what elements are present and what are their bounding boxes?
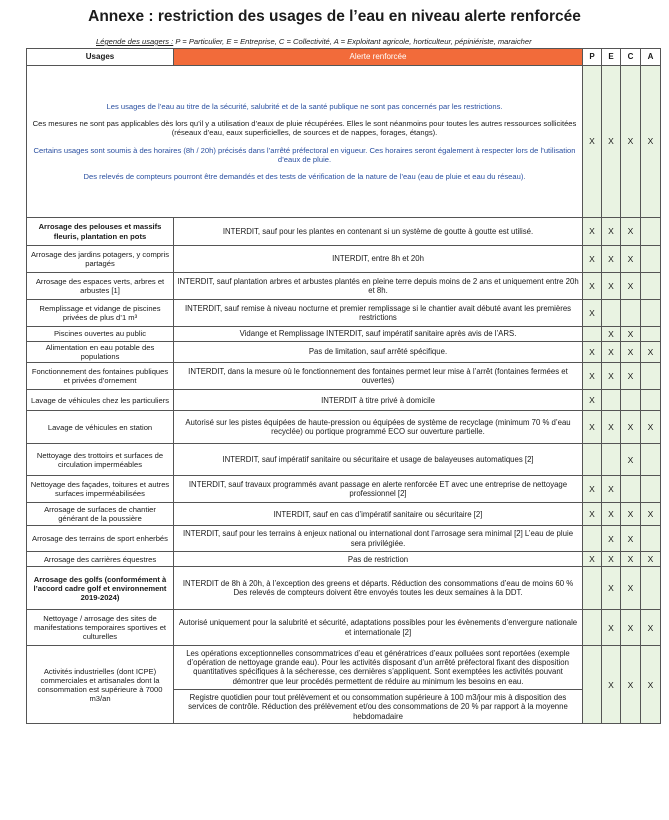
mark-a bbox=[641, 363, 661, 390]
mark-e: X bbox=[602, 411, 621, 444]
industrial-mark-p bbox=[583, 646, 602, 724]
intro-paragraph-4: Des relevés de compteurs pourront être demandés et des tests de vérification de la nature de l’eau (eau de pluie et eau du réseau). bbox=[83, 171, 526, 181]
mark-c: X bbox=[621, 342, 641, 363]
usage-cell: Lavage de véhicules chez les particuliers bbox=[27, 390, 174, 411]
table-row bbox=[27, 390, 661, 411]
rule-cell: INTERDIT, sauf remise à niveau nocturne et premier remplissage si le chantier avait débuté avant les premières restrictions bbox=[174, 300, 583, 327]
table-row bbox=[27, 503, 661, 526]
table-row bbox=[27, 476, 661, 503]
header-row bbox=[27, 49, 661, 66]
mark-p: X bbox=[583, 503, 602, 526]
rule-cell: INTERDIT, sauf en cas d’impératif sanitaire ou sécuritaire [2] bbox=[174, 503, 583, 526]
usage-cell: Nettoyage des façades, toitures et autres surfaces imperméabilisées bbox=[27, 476, 174, 503]
table-row bbox=[27, 610, 661, 646]
mark-p: X bbox=[583, 218, 602, 246]
restrictions-table bbox=[26, 48, 661, 724]
rule-cell: Vidange et Remplissage INTERDIT, sauf impératif sanitaire après avis de l’ARS. bbox=[174, 327, 583, 342]
rule-cell: INTERDIT de 8h à 20h, à l’exception des greens et départs. Réduction des consommations d’eau de moins 60 % Des relevés de compteurs doivent être envoyés toutes les deux semaines à la DDT. bbox=[174, 567, 583, 610]
mark-c: X bbox=[621, 503, 641, 526]
intro-paragraph-1: Les usages de l’eau au titre de la sécurité, salubrité et de la santé publique ne sont pas concernés par les restrictions. bbox=[106, 102, 503, 112]
intro-mark-c: X bbox=[621, 66, 641, 218]
mark-c: X bbox=[621, 411, 641, 444]
mark-a bbox=[641, 327, 661, 342]
usage-cell: Arrosage des carrières équestres bbox=[27, 552, 174, 567]
rule-cell: INTERDIT à titre privé à domicile bbox=[174, 390, 583, 411]
industrial-mark-a: X bbox=[641, 646, 661, 724]
mark-c bbox=[621, 390, 641, 411]
mark-c bbox=[621, 476, 641, 503]
mark-e: X bbox=[602, 218, 621, 246]
mark-a: X bbox=[641, 503, 661, 526]
page-title: Annexe : restriction des usages de l’eau en niveau alerte renforcée bbox=[88, 8, 581, 25]
mark-a bbox=[641, 300, 661, 327]
usage-cell: Remplissage et vidange de piscines privées de plus d’1 m³ bbox=[27, 300, 174, 327]
header-usages: Usages bbox=[27, 49, 174, 66]
mark-e bbox=[602, 300, 621, 327]
mark-e: X bbox=[602, 363, 621, 390]
table-row bbox=[27, 218, 661, 246]
mark-p: X bbox=[583, 300, 602, 327]
mark-a bbox=[641, 246, 661, 273]
mark-c: X bbox=[621, 444, 641, 476]
usage-cell: Arrosage des pelouses et massifs fleuris, plantation en pots bbox=[27, 218, 174, 246]
mark-e: X bbox=[602, 327, 621, 342]
rule-cell: INTERDIT, sauf travaux programmés avant passage en alerte renforcée ET avec une entreprise de nettoyage professionnel [2] bbox=[174, 476, 583, 503]
mark-c: X bbox=[621, 273, 641, 300]
mark-a: X bbox=[641, 552, 661, 567]
mark-c: X bbox=[621, 246, 641, 273]
mark-c: X bbox=[621, 610, 641, 646]
mark-e: X bbox=[602, 476, 621, 503]
industrial-rule-2: Registre quotidien pour tout prélèvement et ou consommation supérieure à 100 m3/jour mis à disposition des services de contrôle. Réduction des prélèvement et/ou des consommations de 20 % par rapport à la moyenne hebdomadaire bbox=[174, 689, 582, 721]
mark-p bbox=[583, 567, 602, 610]
intro-cell bbox=[27, 66, 583, 218]
rule-cell: INTERDIT, sauf pour les plantes en contenant si un système de goutte à goutte est utilisé. bbox=[174, 218, 583, 246]
mark-a bbox=[641, 444, 661, 476]
mark-c: X bbox=[621, 552, 641, 567]
mark-p: X bbox=[583, 342, 602, 363]
usage-cell: Arrosage de surfaces de chantier générant de la poussière bbox=[27, 503, 174, 526]
header-col-a: A bbox=[641, 49, 661, 66]
mark-p: X bbox=[583, 476, 602, 503]
mark-p bbox=[583, 327, 602, 342]
intro-paragraph-2: Ces mesures ne sont pas applicables dès lors qu’il y a utilisation d’eaux de pluie récupérées. Elles le sont néanmoins pour toutes les autres ressources sollicitées (réseaux d’eau, eaux superficielles, de sources et de nappes, forages, étangs). bbox=[32, 119, 577, 138]
intro-mark-a: X bbox=[641, 66, 661, 218]
table-row bbox=[27, 246, 661, 273]
mark-a bbox=[641, 273, 661, 300]
usage-cell: Lavage de véhicules en station bbox=[27, 411, 174, 444]
mark-p: X bbox=[583, 363, 602, 390]
header-col-c: C bbox=[621, 49, 641, 66]
industrial-rule-1: Les opérations exceptionnelles consommatrices d’eau et génératrices d’eaux polluées sont reportées (exemple d’opération de nettoyage grande eau). Pour les activités disposant d’un arrêté préfectoral fixant des disposition quantitatives spécifiques à la sécheresse, ces dernières s’appliquent. Sont exemptées les activités pouvant démontrer que leur procédés permettent de réduire au minimum les besoins en eau. bbox=[186, 648, 570, 686]
mark-e: X bbox=[602, 552, 621, 567]
mark-e bbox=[602, 444, 621, 476]
usage-cell: Nettoyage / arrosage des sites de manifestations temporaires sportives et culturelles bbox=[27, 610, 174, 646]
table-row bbox=[27, 567, 661, 610]
mark-e: X bbox=[602, 567, 621, 610]
usage-cell: Arrosage des espaces verts, arbres et arbustes [1] bbox=[27, 273, 174, 300]
mark-p: X bbox=[583, 246, 602, 273]
intro-mark-p: X bbox=[583, 66, 602, 218]
industrial-mark-e: X bbox=[602, 646, 621, 724]
rule-cell: INTERDIT, sauf pour les terrains à enjeux national ou international dont l’arrosage sera minimal [2] L’eau de pluie sera privilégiée. bbox=[174, 526, 583, 552]
header-col-p: P bbox=[583, 49, 602, 66]
mark-e: X bbox=[602, 246, 621, 273]
table-row bbox=[27, 552, 661, 567]
mark-a bbox=[641, 567, 661, 610]
mark-c bbox=[621, 300, 641, 327]
table-row bbox=[27, 444, 661, 476]
table-row bbox=[27, 327, 661, 342]
usage-cell: Piscines ouvertes au public bbox=[27, 327, 174, 342]
mark-p: X bbox=[583, 411, 602, 444]
mark-p bbox=[583, 610, 602, 646]
usage-cell: Nettoyage des trottoirs et surfaces de circulation imperméables bbox=[27, 444, 174, 476]
table-row bbox=[27, 363, 661, 390]
mark-e: X bbox=[602, 610, 621, 646]
rule-cell: Pas de restriction bbox=[174, 552, 583, 567]
mark-p bbox=[583, 526, 602, 552]
intro-mark-e: X bbox=[602, 66, 621, 218]
mark-a bbox=[641, 526, 661, 552]
usage-cell: Arrosage des jardins potagers, y compris partagés bbox=[27, 246, 174, 273]
mark-e: X bbox=[602, 342, 621, 363]
mark-a bbox=[641, 218, 661, 246]
rule-cell: Autorisé sur les pistes équipées de haute-pression ou équipées de système de recyclage (minimum 70 % d’eau recyclée) ou portique programmé ECO sur ouverture partielle. bbox=[174, 411, 583, 444]
mark-e bbox=[602, 390, 621, 411]
users-legend bbox=[96, 37, 532, 46]
table-row bbox=[27, 526, 661, 552]
mark-a: X bbox=[641, 610, 661, 646]
table-row bbox=[27, 342, 661, 363]
mark-a bbox=[641, 476, 661, 503]
mark-a: X bbox=[641, 342, 661, 363]
mark-p: X bbox=[583, 273, 602, 300]
rule-cell: Pas de limitation, sauf arrêté spécifique. bbox=[174, 342, 583, 363]
mark-c: X bbox=[621, 526, 641, 552]
industrial-row bbox=[27, 646, 661, 724]
header-col-e: E bbox=[602, 49, 621, 66]
mark-e: X bbox=[602, 503, 621, 526]
usage-cell: Alimentation en eau potable des populations bbox=[27, 342, 174, 363]
rule-cell: Autorisé uniquement pour la salubrité et sécurité, adaptations possibles pour les évènements d’envergure nationale et internationale [2] bbox=[174, 610, 583, 646]
mark-p: X bbox=[583, 390, 602, 411]
legend-text: P = Particulier, E = Entreprise, C = Collectivité, A = Exploitant agricole, horticulteur, pépiniériste, maraicher bbox=[173, 37, 532, 46]
table-row bbox=[27, 411, 661, 444]
mark-p: X bbox=[583, 552, 602, 567]
rule-cell: INTERDIT, sauf impératif sanitaire ou sécuritaire et usage de balayeuses automatiques [2] bbox=[174, 444, 583, 476]
mark-c: X bbox=[621, 567, 641, 610]
industrial-usage: Activités industrielles (dont ICPE) commerciales et artisanales dont la consommation est supérieure à 7000 m3/an bbox=[27, 646, 174, 724]
header-alert-level: Alerte renforcée bbox=[174, 49, 583, 66]
industrial-mark-c: X bbox=[621, 646, 641, 724]
rule-cell: INTERDIT, sauf plantation arbres et arbustes plantés en pleine terre depuis moins de 2 ans et uniquement entre 20h et 8h. bbox=[174, 273, 583, 300]
mark-c: X bbox=[621, 218, 641, 246]
usage-cell: Fonctionnement des fontaines publiques et privées d’ornement bbox=[27, 363, 174, 390]
legend-label: Légende des usagers : bbox=[96, 37, 174, 46]
usage-cell: Arrosage des terrains de sport enherbés bbox=[27, 526, 174, 552]
mark-p bbox=[583, 444, 602, 476]
mark-c: X bbox=[621, 363, 641, 390]
usage-cell: Arrosage des golfs (conformément à l’accord cadre golf et environnement 2019-2024) bbox=[27, 567, 174, 610]
intro-row bbox=[27, 66, 661, 218]
mark-a: X bbox=[641, 411, 661, 444]
intro-paragraph-3: Certains usages sont soumis à des horaires (8h / 20h) précisés dans l’arrêté préfectoral en vigueur. Ces horaires seront également à respecter lors de l’utilisation d’eaux de pluie. bbox=[33, 145, 576, 164]
mark-a bbox=[641, 390, 661, 411]
mark-c: X bbox=[621, 327, 641, 342]
rule-cell: INTERDIT, entre 8h et 20h bbox=[174, 246, 583, 273]
rule-cell: INTERDIT, dans la mesure où le fonctionnement des fontaines permet leur mise à l’arrêt (fontaines fermées et ouvertes) bbox=[174, 363, 583, 390]
industrial-rule bbox=[174, 646, 583, 724]
table-row bbox=[27, 273, 661, 300]
mark-e: X bbox=[602, 526, 621, 552]
mark-e: X bbox=[602, 273, 621, 300]
table-row bbox=[27, 300, 661, 327]
